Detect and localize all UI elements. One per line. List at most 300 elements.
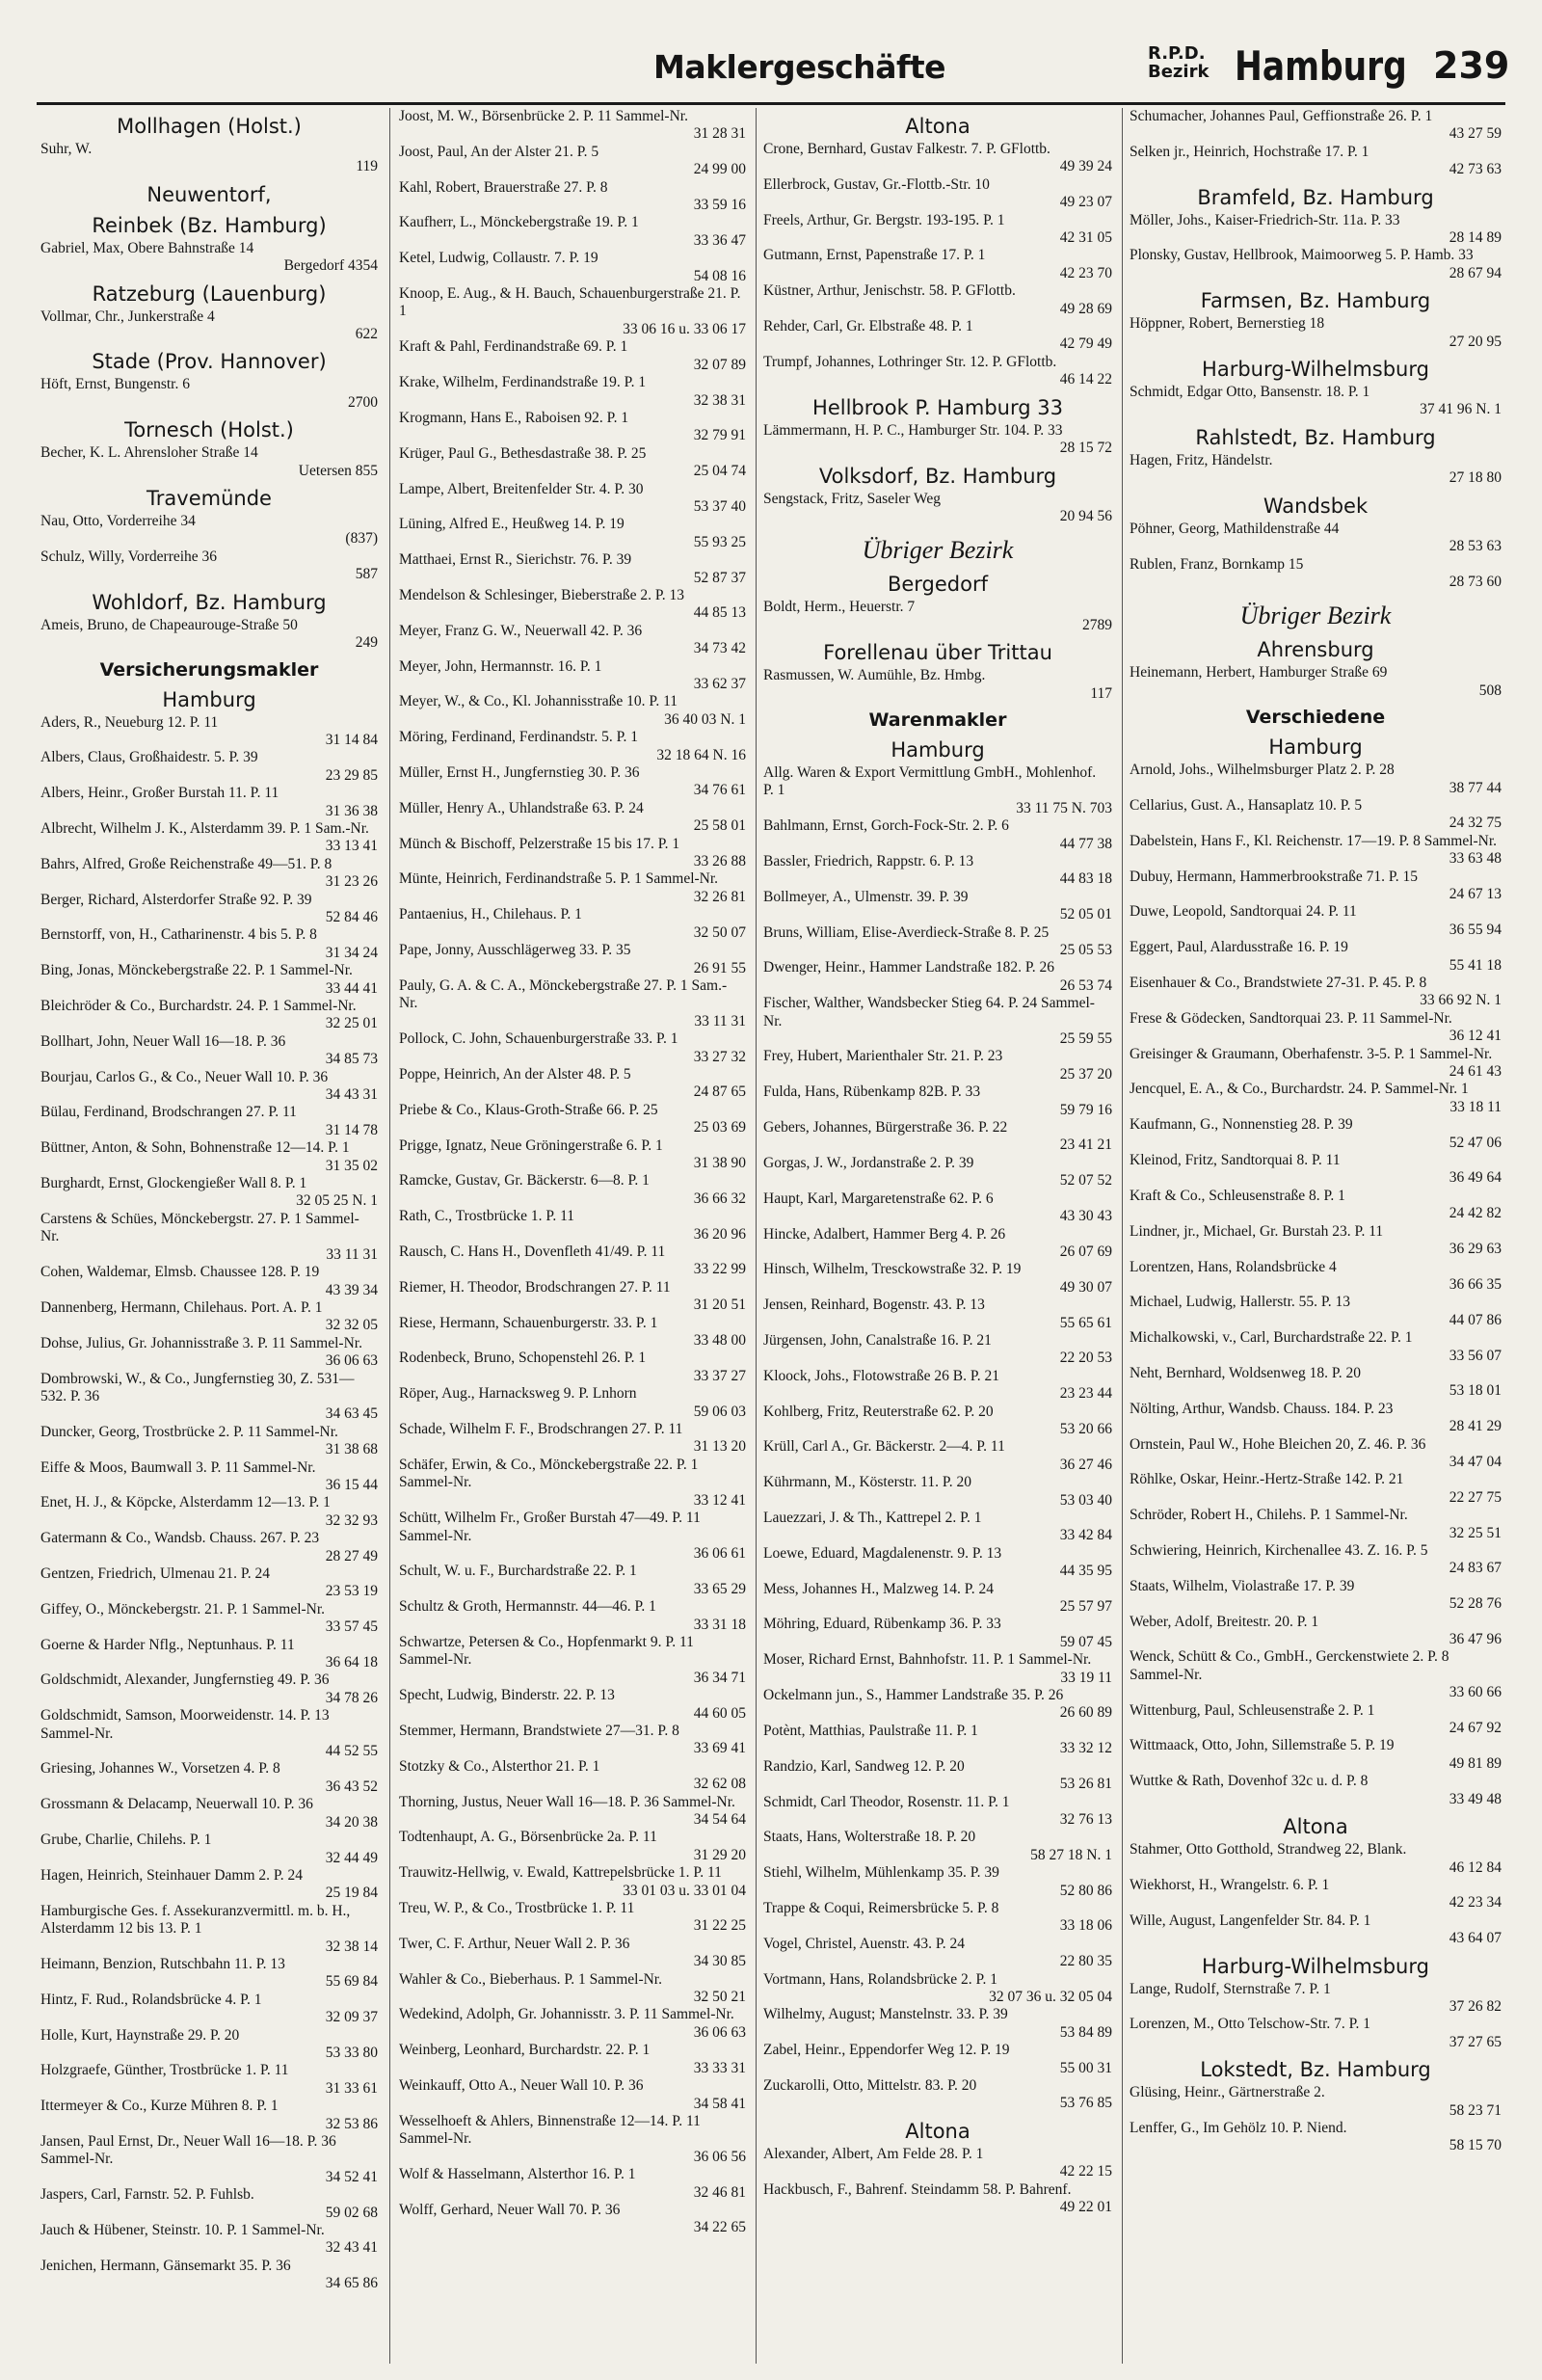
place-heading: Bramfeld, Bz. Hamburg	[1197, 185, 1434, 209]
entry-phone: 2789	[1082, 616, 1112, 633]
place-heading: Bergedorf	[887, 573, 989, 597]
entry-phone: 28 67 94	[1449, 264, 1502, 281]
entry-text: Hagen, Heinrich, Steinhauer Damm 2. P. 24	[40, 1866, 304, 1884]
directory-entry	[763, 422, 1112, 458]
directory-entry	[763, 1971, 1112, 2007]
entry-text: Goldschmidt, Samson, Moorweidenstr. 14. P. 13 Sammel-Nr.	[40, 1707, 330, 1742]
entry-phone: 24 99 00	[693, 161, 746, 178]
directory-entry	[399, 2166, 746, 2202]
entry-text: Krogmann, Hans E., Raboisen 92. P. 1	[399, 409, 629, 426]
directory-entry	[40, 1264, 378, 1299]
directory-entry	[1130, 1116, 1502, 1152]
entry-phone: 33 42 84	[1059, 1527, 1112, 1544]
section-heading: Verschiedene	[1245, 707, 1386, 729]
entry-phone: 32 05 25 N. 1	[296, 1192, 378, 1210]
directory-entry	[40, 820, 378, 856]
entry-text: Jencquel, E. A., & Co., Burchardstr. 24. P. Sammel-Nr. 1	[1130, 1081, 1469, 1098]
entry-text: Treu, W. P., & Co., Trostbrücke 1. P. 11	[399, 1900, 635, 1917]
entry-phone: 36 06 56	[693, 2148, 746, 2165]
directory-entry	[399, 250, 746, 285]
entry-text: Bollhart, John, Neuer Wall 16—18. P. 36	[40, 1032, 286, 1050]
entry-phone: Uetersen 855	[298, 462, 378, 479]
entry-text: Mess, Johannes H., Malzweg 14. P. 24	[763, 1580, 994, 1597]
entry-phone: 46 14 22	[1059, 371, 1112, 388]
directory-entry	[399, 1243, 746, 1279]
directory-entry	[763, 2181, 1112, 2217]
directory-entry	[1130, 2120, 1502, 2155]
entry-text: Specht, Ludwig, Binderstr. 22. P. 13	[399, 1687, 615, 1704]
directory-entry	[40, 444, 378, 480]
directory-entry	[399, 374, 746, 410]
entry-phone: 43 30 43	[1059, 1208, 1112, 1225]
entry-phone: 32 79 91	[693, 427, 746, 444]
directory-entry	[399, 1936, 746, 1971]
entry-text: Schütt, Wilhelm Fr., Großer Burstah 47—49. P. 11 Sammel-Nr.	[399, 1510, 701, 1544]
entry-phone: 32 38 14	[325, 1938, 378, 1955]
entry-text: Wedekind, Adolph, Gr. Johannisstr. 3. P. 11 Sammel-Nr.	[399, 2006, 734, 2023]
entry-text: Wenck, Schütt & Co., GmbH., Gerckenstwiete 2. P. 8 Sammel-Nr.	[1130, 1648, 1449, 1683]
entry-text: Schmidt, Carl Theodor, Rosenstr. 11. P. 1	[763, 1793, 1010, 1810]
entry-phone: 33 63 48	[1449, 850, 1502, 868]
entry-text: Gentzen, Friedrich, Ulmenau 21. P. 24	[40, 1565, 271, 1582]
directory-entry	[763, 599, 1112, 634]
entry-phone: 37 41 96 N. 1	[1420, 401, 1502, 418]
entry-phone: 32 07 89	[693, 356, 746, 373]
directory-entry	[763, 491, 1112, 526]
entry-text: Gabriel, Max, Obere Bahnstraße 14	[40, 239, 254, 256]
directory-entry	[763, 1794, 1112, 1830]
directory-entry	[763, 1438, 1112, 1474]
directory-entry	[1130, 1401, 1502, 1436]
place-heading: Travemünde	[146, 487, 272, 511]
entry-phone: 25 57 97	[1059, 1598, 1112, 1616]
entry-phone: 32 53 86	[325, 2115, 378, 2132]
entry-text: Ketel, Ludwig, Collaustr. 7. P. 19	[399, 250, 598, 267]
entry-text: Wille, August, Langenfelder Str. 84. P. 1	[1130, 1912, 1371, 1929]
entry-phone: 34 65 86	[325, 2275, 378, 2292]
entry-text: Kahl, Robert, Brauerstraße 27. P. 8	[399, 178, 608, 196]
directory-entry	[399, 693, 746, 729]
directory-entry	[399, 1421, 746, 1457]
entry-phone: 26 91 55	[693, 959, 746, 976]
entry-phone: 55 93 25	[693, 533, 746, 550]
entry-phone: 28 27 49	[325, 1547, 378, 1564]
entry-phone: 31 35 02	[325, 1157, 378, 1174]
entry-text: Crone, Bernhard, Gustav Falkestr. 7. P. GFlottb.	[763, 141, 1050, 157]
directory-entry	[763, 1083, 1112, 1119]
entry-text: Cohen, Waldemar, Elmsb. Chaussee 128. P. 19	[40, 1264, 320, 1281]
entry-phone: 59 02 68	[325, 2204, 378, 2221]
entry-text: Becher, K. L. Ahrensloher Straße 14	[40, 444, 258, 462]
entry-phone: 46 12 84	[1449, 1859, 1502, 1876]
directory-entry	[40, 1175, 378, 1211]
place-heading: Lokstedt, Bz. Hamburg	[1200, 2058, 1431, 2082]
entry-phone: 36 40 03 N. 1	[664, 710, 746, 728]
place-heading: Hamburg	[891, 737, 985, 762]
entry-text: Joost, M. W., Börsenbrücke 2. P. 11 Sammel-Nr.	[399, 108, 688, 124]
entry-phone: 34 76 61	[693, 782, 746, 799]
entry-phone: 42 23 34	[1449, 1894, 1502, 1912]
entry-phone: Bergedorf 4354	[283, 257, 378, 275]
directory-entry	[1130, 1294, 1502, 1329]
entry-text: Albrecht, Wilhelm J. K., Alsterdamm 39. P. 1 Sam.-Nr.	[40, 819, 369, 837]
entry-text: Büttner, Anton, & Sohn, Bohnenstraße 12—14. P. 1	[40, 1139, 350, 1157]
directory-entry	[40, 548, 378, 584]
entry-phone: 26 53 74	[1059, 976, 1112, 994]
directory-entry	[1130, 452, 1502, 488]
entry-phone: 33 57 45	[325, 1618, 378, 1636]
entry-phone: 24 87 65	[693, 1083, 746, 1101]
entry-phone: 38 77 44	[1449, 779, 1502, 796]
entry-phone: 24 67 92	[1449, 1720, 1502, 1737]
entry-text: Jensen, Reinhard, Bogenstr. 43. P. 13	[763, 1297, 985, 1314]
directory-entry	[40, 1299, 378, 1335]
directory-entry	[1130, 664, 1502, 700]
directory-entry	[40, 1371, 378, 1424]
directory-entry	[40, 856, 378, 892]
entry-text: Prigge, Ignatz, Neue Gröningerstraße 6. P. 1	[399, 1137, 663, 1154]
directory-entry	[40, 1992, 378, 2027]
entry-text: Ramcke, Gustav, Gr. Bäckerstr. 6—8. P. 1	[399, 1172, 650, 1190]
entry-text: Hamburgische Ges. f. Assekuranzvermittl. m. b. H., Alsterdamm 12 bis 13. P. 1	[40, 1902, 351, 1938]
entry-phone: 32 50 21	[693, 1989, 746, 2006]
entry-phone: 33 22 99	[693, 1261, 746, 1278]
directory-entry	[399, 108, 746, 144]
entry-text: Randzio, Karl, Sandweg 12. P. 20	[763, 1757, 965, 1775]
directory-entry	[399, 1634, 746, 1687]
entry-text: Schade, Wilhelm F. F., Brodschrangen 27. P. 11	[399, 1421, 683, 1438]
entry-phone: 44 85 13	[693, 604, 746, 622]
entry-text: Meyer, W., & Co., Kl. Johannisstraße 10. P. 11	[399, 693, 678, 710]
entry-text: Stiehl, Wilhelm, Mühlenkamp 35. P. 39	[763, 1864, 999, 1882]
directory-entry	[399, 1598, 746, 1634]
entry-phone: 33 62 37	[693, 676, 746, 692]
entry-text: Weinkauff, Otto A., Neuer Wall 10. P. 36	[399, 2077, 644, 2095]
entry-text: Hinsch, Wilhelm, Tresckowstraße 32. P. 19	[763, 1261, 1022, 1278]
directory-entry	[40, 2098, 378, 2133]
entry-text: Trumpf, Johannes, Lothringer Str. 12. P. GFlottb.	[763, 353, 1057, 370]
entry-text: Thorning, Justus, Neuer Wall 16—18. P. 36 Sammel-Nr.	[399, 1793, 735, 1810]
directory-entry	[399, 1030, 746, 1066]
entry-phone: 31 38 90	[693, 1154, 746, 1171]
directory-entry	[1130, 1010, 1502, 1046]
entry-text: Fischer, Walther, Wandsbecker Stieg 64. P. 24 Sammel-Nr.	[763, 995, 1095, 1030]
directory-entry	[40, 1424, 378, 1459]
place-heading: Harburg-Wilhelmsburg	[1202, 358, 1429, 382]
directory-entry	[399, 1315, 746, 1350]
directory-entry	[763, 1864, 1112, 1900]
entry-text: Pantaenius, H., Chilehaus. P. 1	[399, 906, 582, 923]
place-heading: Mollhagen (Holst.)	[117, 115, 302, 138]
entry-phone: 25 58 01	[693, 817, 746, 835]
entry-phone: 59 07 45	[1059, 1633, 1112, 1650]
entry-text: Sengstack, Fritz, Saseler Weg	[763, 490, 941, 507]
entry-text: Wolff, Gerhard, Neuer Wall 70. P. 36	[399, 2201, 621, 2218]
directory-entry	[399, 1350, 746, 1385]
city-title: Hamburg	[1235, 42, 1407, 90]
directory-entry	[40, 1565, 378, 1601]
place-heading: Harburg-Wilhelmsburg	[1202, 1954, 1429, 1978]
entry-phone: 32 25 51	[1449, 1524, 1502, 1541]
directory-entry	[399, 1900, 746, 1936]
directory-entry	[1130, 1046, 1502, 1082]
entry-phone: 33 33 31	[693, 2059, 746, 2076]
entry-phone: 33 18 11	[1449, 1098, 1502, 1115]
entry-text: Lüning, Alfred E., Heußweg 14. P. 19	[399, 516, 625, 533]
entry-text: Schwartze, Petersen & Co., Hopfenmarkt 9. P. 11 Sammel-Nr.	[399, 1633, 694, 1669]
entry-text: Kraft & Co., Schleusenstraße 8. P. 1	[1130, 1187, 1345, 1204]
entry-phone: 33 18 06	[1059, 1917, 1112, 1935]
entry-phone: 36 06 63	[693, 2023, 746, 2041]
entry-text: Krüger, Paul G., Bethesdastraße 38. P. 25	[399, 444, 647, 462]
entry-phone: 24 42 82	[1449, 1205, 1502, 1222]
entry-text: Möller, Johs., Kaiser-Friedrich-Str. 11a. P. 33	[1130, 211, 1400, 228]
entry-phone: 53 20 66	[1059, 1420, 1112, 1437]
entry-phone: 25 19 84	[325, 1885, 378, 1902]
directory-entry	[763, 1368, 1112, 1404]
entry-text: Dubuy, Hermann, Hammerbrookstraße 71. P. 15	[1130, 868, 1419, 885]
entry-text: Todtenhaupt, A. G., Börsenbrücke 2a. P. 11	[399, 1829, 657, 1846]
entry-text: Krake, Wilhelm, Ferdinandstraße 19. P. 1	[399, 374, 647, 391]
entry-text: Schultz & Groth, Hermannstr. 44—46. P. 1	[399, 1598, 656, 1616]
entry-text: Pöhner, Georg, Mathildenstraße 44	[1130, 520, 1340, 537]
directory-entry	[1130, 1877, 1502, 1912]
entry-phone: 24 32 75	[1449, 815, 1502, 832]
directory-entry	[40, 1707, 378, 1760]
directory-entry	[763, 1936, 1112, 1971]
entry-text: Meyer, Franz G. W., Neuerwall 42. P. 36	[399, 622, 643, 639]
entry-text: Potènt, Matthias, Paulstraße 11. P. 1	[763, 1722, 978, 1739]
entry-text: Vortmann, Hans, Rolandsbrücke 2. P. 1	[763, 1970, 997, 1988]
column-4	[1130, 108, 1502, 2368]
entry-text: Allg. Waren & Export Vermittlung GmbH., Mohlenhof. P. 1	[763, 763, 1097, 799]
directory-entry	[399, 1137, 746, 1173]
entry-phone: 508	[1478, 682, 1502, 699]
entry-phone: 33 01 03 u. 33 01 04	[623, 1882, 746, 1899]
directory-entry	[763, 1404, 1112, 1439]
entry-text: Duncker, Georg, Trostbrücke 2. P. 11 Sammel-Nr.	[40, 1423, 338, 1440]
directory-entry	[763, 889, 1112, 924]
directory-entry	[1130, 1981, 1502, 2017]
entry-text: Neht, Bernhard, Woldsenweg 18. P. 20	[1130, 1364, 1361, 1381]
entry-phone: 32 46 81	[693, 2183, 746, 2201]
entry-text: Riemer, H. Theodor, Brodschrangen 27. P. 11	[399, 1278, 671, 1296]
directory-entry	[1130, 797, 1502, 833]
directory-entry	[399, 1687, 746, 1723]
entry-text: Ornstein, Paul W., Hohe Bleichen 20, Z. 46. P. 36	[1130, 1435, 1426, 1453]
directory-entry	[1130, 762, 1502, 797]
entry-text: Grube, Charlie, Chilehs. P. 1	[40, 1832, 212, 1849]
entry-phone: 24 83 67	[1449, 1560, 1502, 1577]
entry-text: Frese & Gödecken, Sandtorquai 23. P. 11 Sammel-Nr.	[1130, 1009, 1452, 1027]
entry-phone: 31 14 84	[325, 731, 378, 748]
entry-phone: 49 23 07	[1059, 194, 1112, 211]
entry-phone: 33 11 75 N. 703	[1016, 799, 1112, 816]
entry-phone: 26 07 69	[1059, 1243, 1112, 1260]
column-1	[40, 108, 378, 2368]
entry-text: Kloock, Johs., Flotowstraße 26 B. P. 21	[763, 1367, 999, 1384]
entry-text: Eggert, Paul, Alardusstraße 16. P. 19	[1130, 939, 1348, 956]
entry-phone: 53 33 80	[325, 2044, 378, 2061]
entry-text: Vollmar, Chr., Junkerstraße 4	[40, 308, 215, 325]
entry-phone: 24 61 43	[1449, 1063, 1502, 1081]
directory-entry	[1130, 1614, 1502, 1649]
entry-text: Twer, C. F. Arthur, Neuer Wall 2. P. 36	[399, 1935, 630, 1952]
page-number: 239	[1433, 44, 1510, 87]
entry-text: Lorentzen, Hans, Rolandsbrücke 4	[1130, 1258, 1337, 1275]
place-heading: Ahrensburg	[1257, 638, 1374, 662]
directory-entry	[1130, 144, 1502, 179]
page-title: Maklergeschäfte	[653, 48, 946, 86]
directory-entry	[40, 1530, 378, 1565]
entry-phone: 58 15 70	[1449, 2137, 1502, 2154]
directory-entry	[763, 1687, 1112, 1723]
entry-text: Wolf & Hasselmann, Alsterthor 16. P. 1	[399, 2166, 636, 2183]
directory-entry	[399, 1066, 746, 1102]
entry-phone: (837)	[345, 530, 378, 548]
entry-phone: 33 37 27	[693, 1367, 746, 1384]
directory-entry	[399, 942, 746, 977]
directory-entry	[763, 1119, 1112, 1155]
directory-entry	[399, 285, 746, 338]
entry-phone: 31 22 25	[693, 1917, 746, 1935]
place-heading: Hellbrook P. Hamburg 33	[812, 395, 1063, 419]
place-heading: Stade (Prov. Hannover)	[92, 350, 327, 374]
directory-entry	[763, 1581, 1112, 1617]
entry-phone: 33 66 92 N. 1	[1420, 992, 1502, 1009]
entry-text: Moser, Richard Ernst, Bahnhofstr. 11. P. 1 Sammel-Nr.	[763, 1651, 1092, 1669]
directory-entry	[399, 1794, 746, 1830]
directory-entry	[399, 551, 746, 587]
entry-text: Kohlberg, Fritz, Reuterstraße 62. P. 20	[763, 1403, 994, 1420]
entry-text: Zuckarolli, Otto, Mittelstr. 83. P. 20	[763, 2077, 977, 2094]
directory-entry	[763, 1261, 1112, 1297]
directory-entry	[40, 2062, 378, 2098]
directory-entry	[763, 924, 1112, 960]
entry-phone: 31 28 31	[693, 125, 746, 143]
entry-phone: 34 43 31	[325, 1086, 378, 1104]
directory-entry	[1130, 2016, 1502, 2051]
entry-text: Duwe, Leopold, Sandtorquai 24. P. 11	[1130, 903, 1357, 921]
entry-phone: 44 77 38	[1059, 835, 1112, 852]
entry-phone: 34 63 45	[325, 1405, 378, 1423]
entry-phone: 36 55 94	[1449, 921, 1502, 938]
entry-text: Nau, Otto, Vorderreihe 34	[40, 513, 196, 530]
entry-text: Kraft & Pahl, Ferdinandstraße 69. P. 1	[399, 338, 628, 356]
directory-entry	[40, 1459, 378, 1495]
entry-text: Berger, Richard, Alsterdorfer Straße 92. P. 39	[40, 891, 312, 908]
entry-text: Dombrowski, W., & Co., Jungfernstieg 30, Z. 531—532. P. 36	[40, 1370, 355, 1404]
entry-phone: 55 65 61	[1059, 1314, 1112, 1331]
entry-text: Eiffe & Moos, Baumwall 3. P. 11 Sammel-Nr.	[40, 1458, 316, 1476]
directory-entry	[40, 1211, 378, 1264]
entry-text: Gebers, Johannes, Bürgerstraße 36. P. 22	[763, 1119, 1008, 1137]
entry-phone: 44 60 05	[693, 1704, 746, 1722]
directory-entry	[1130, 1737, 1502, 1773]
directory-entry	[40, 141, 378, 176]
entry-text: Kleinod, Fritz, Sandtorquai 8. P. 11	[1130, 1152, 1341, 1169]
entry-text: Grossmann & Delacamp, Neuerwall 10. P. 36	[40, 1796, 313, 1813]
directory-entry	[763, 1723, 1112, 1758]
entry-text: Lindner, jr., Michael, Gr. Burstah 23. P. 11	[1130, 1222, 1384, 1240]
directory-entry	[40, 1494, 378, 1530]
directory-entry	[399, 338, 746, 374]
entry-phone: 28 15 72	[1059, 440, 1112, 457]
entry-text: Bülau, Ferdinand, Brodschrangen 27. P. 11	[40, 1104, 297, 1121]
directory-entry	[399, 1102, 746, 1137]
entry-text: Frey, Hubert, Marienthaler Str. 21. P. 23	[763, 1048, 1003, 1065]
directory-entry	[763, 1829, 1112, 1864]
directory-entry	[763, 1616, 1112, 1651]
entry-phone: 44 52 55	[325, 1743, 378, 1760]
entry-phone: 33 13 41	[325, 838, 378, 855]
entry-phone: 59 79 16	[1059, 1101, 1112, 1118]
directory-entry	[399, 1510, 746, 1563]
entry-phone: 28 14 89	[1449, 229, 1502, 247]
directory-entry	[1130, 1223, 1502, 1259]
entry-text: Glüsing, Heinr., Gärtnerstraße 2.	[1130, 2084, 1325, 2101]
entry-phone: 31 38 68	[325, 1441, 378, 1458]
entry-text: Jenichen, Hermann, Gänsemarkt 35. P. 36	[40, 2257, 291, 2274]
directory-entry	[399, 587, 746, 623]
entry-phone: 37 26 82	[1449, 1997, 1502, 2015]
directory-entry	[1130, 939, 1502, 975]
entry-phone: 25 37 20	[1059, 1065, 1112, 1083]
entry-text: Bahrs, Alfred, Große Reichenstraße 49—51. P. 8	[40, 855, 332, 872]
entry-phone: 119	[356, 158, 378, 175]
entry-text: Jauch & Hübener, Steinstr. 10. P. 1 Sammel-Nr.	[40, 2222, 325, 2239]
column-divider	[1122, 108, 1123, 2364]
directory-entry	[1130, 869, 1502, 904]
directory-entry	[399, 144, 746, 179]
entry-phone: 54 08 16	[693, 267, 746, 284]
directory-entry	[763, 853, 1112, 889]
directory-entry	[40, 240, 378, 276]
entry-text: Jaspers, Carl, Farnstr. 52. P. Fuhlsb.	[40, 2186, 254, 2204]
entry-text: Dohse, Julius, Gr. Johannisstraße 3. P. 11 Sammel-Nr.	[40, 1334, 362, 1351]
entry-text: Boldt, Herm., Heuerstr. 7	[763, 599, 916, 616]
directory-entry	[1130, 1702, 1502, 1738]
directory-entry	[399, 1864, 746, 1900]
entry-text: Hagen, Fritz, Händelstr.	[1130, 451, 1273, 468]
entry-text: Wahler & Co., Bieberhaus. P. 1 Sammel-Nr.	[399, 1970, 662, 1988]
directory-entry	[40, 1139, 378, 1175]
directory-entry	[399, 836, 746, 871]
entry-phone: 23 23 44	[1059, 1385, 1112, 1403]
entry-text: Gutmann, Ernst, Papenstraße 17. P. 1	[763, 247, 986, 264]
entry-text: Küstner, Arthur, Jenischstr. 58. P. GFlottb.	[763, 282, 1016, 300]
entry-phone: 28 73 60	[1449, 573, 1502, 590]
directory-entry	[40, 2133, 378, 2186]
entry-phone: 27 20 95	[1449, 333, 1502, 350]
entry-text: Schröder, Robert H., Chilehs. P. 1 Sammel-Nr.	[1130, 1507, 1408, 1524]
directory-entry	[763, 282, 1112, 318]
entry-phone: 36 29 63	[1449, 1241, 1502, 1258]
entry-phone: 31 14 78	[325, 1121, 378, 1138]
entry-text: Jürgensen, John, Canalstraße 16. P. 21	[763, 1331, 992, 1349]
directory-entry	[399, 2113, 746, 2166]
directory-entry	[1130, 1648, 1502, 1701]
directory-entry	[40, 2027, 378, 2063]
entry-phone: 33 31 18	[693, 1616, 746, 1633]
directory-entry	[763, 1651, 1112, 1687]
entry-text: Höppner, Robert, Bernerstieg 18	[1130, 315, 1325, 333]
directory-entry	[40, 785, 378, 820]
entry-phone: 36 34 71	[693, 1669, 746, 1686]
entry-phone: 117	[1090, 684, 1112, 702]
rpd-bezirk-label	[1148, 44, 1209, 81]
place-heading: Wandsbek	[1263, 494, 1369, 518]
